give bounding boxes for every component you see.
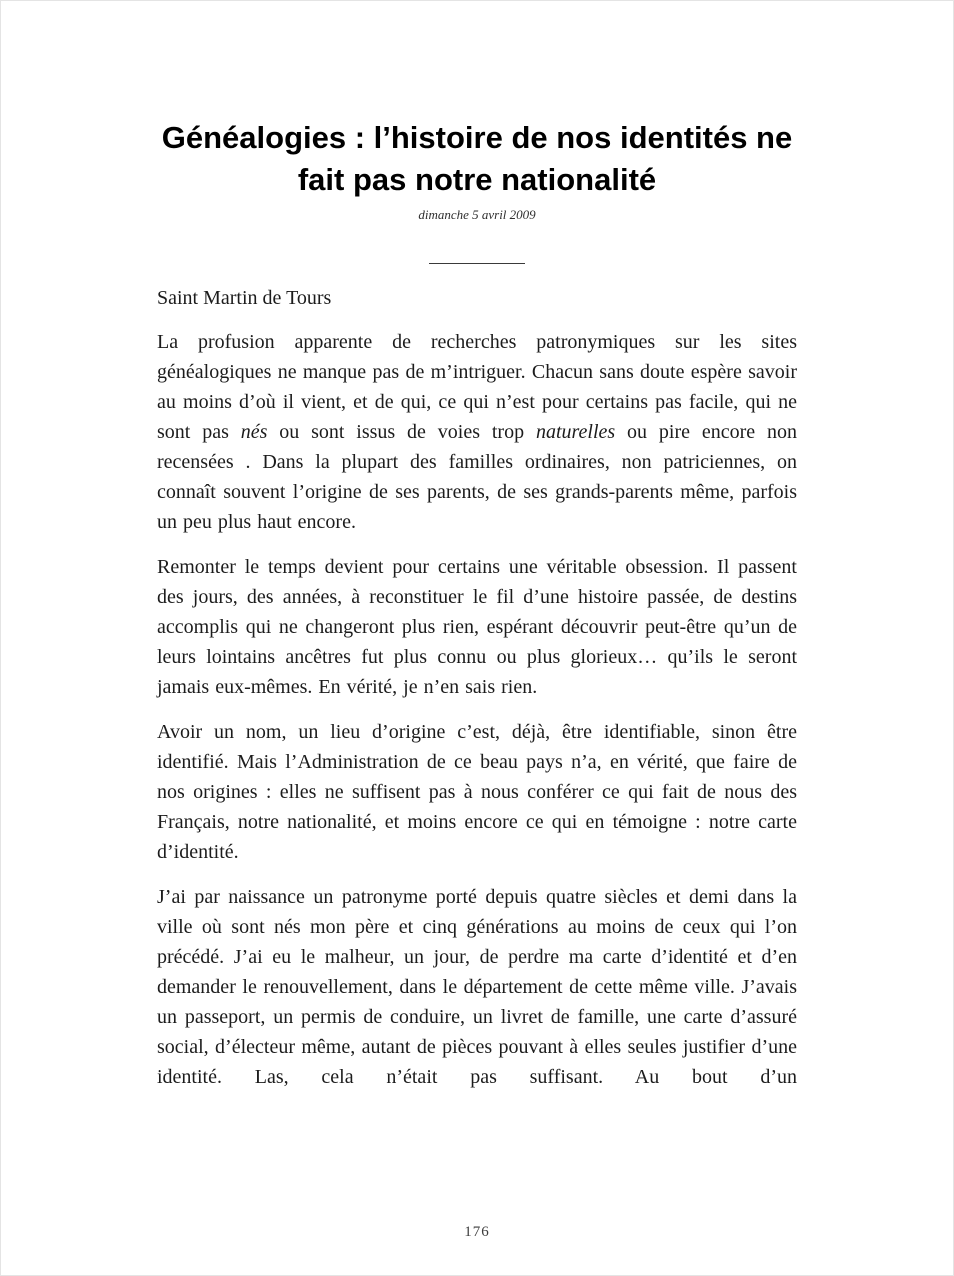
post-date: dimanche 5 avril 2009	[418, 207, 536, 223]
section-divider	[429, 263, 525, 264]
paragraph-1-segment: La profusion apparente de recherches patronymiques sur les sites généalogiques ne manque pas de m’intriguer. Chacun sans doute espère savoir au moins d’où il vient, et de qui, ce qui n’est pour certains pas facile, qui ne sont pas	[157, 331, 797, 444]
page-footer	[1, 1223, 953, 1241]
paragraph-4: J’ai par naissance un patronyme porté depuis quatre siècles et demi dans la ville où sont nés mon père et cinq générations au moins de ceux qui l’on précédé. J’ai eu le malheur, un jour, de perdre ma carte d’identité et d’en demander le renouvellement, dans le département de cette même ville. J’avais un passeport, un permis de conduire, un livret de famille, une carte d’assuré social, d’électeur même, autant de pièces pouvant à elles seules justifier d’une identité. Las, cela n’était pas suffisant. Au bout d’un	[157, 886, 797, 1089]
document-header	[1, 1, 953, 264]
document-body	[157, 284, 797, 1092]
paragraph-1-segment: ou sont issus de voies trop	[267, 421, 536, 444]
page-number: 176	[464, 1224, 490, 1240]
author-line: Saint Martin de Tours	[157, 287, 332, 310]
paragraph-1	[157, 327, 797, 537]
paragraph-1-italic-naturelles: naturelles	[535, 421, 616, 444]
paragraph-1-segment: ou pire encore non recensées . Dans la plupart des familles ordinaires, non patriciennes, on connaît souvent l’origine de ses parents, de ses grands-parents même, parfois un peu plus haut encore.	[157, 421, 798, 534]
paragraph-3: Avoir un nom, un lieu d’origine c’est, déjà, être identifiable, sinon être identifié. Mais l’Administration de ce beau pays n’a, en vérité, que faire de nos origines : elles ne suffisent pas à nous conférer ce qui fait de nous des Français, notre nationalité, et moins encore ce qui en témoigne : notre carte d’identité.	[157, 721, 797, 864]
paragraph-1-italic-nes: nés	[240, 421, 268, 444]
paragraph-2: Remonter le temps devient pour certains une véritable obsession. Il passent des jours, des années, à reconstituer le fil d’une histoire passée, de destins accomplis qui ne changeront plus rien, espérant découvrir peut-être qu’un de leurs lointains ancêtres fut plus connu ou plus glorieux… qu’ils le seront jamais eux-mêmes. En vérité, je n’en sais rien.	[157, 556, 797, 699]
page-title: Généalogies : l’histoire de nos identités ne fait pas notre nationalité	[161, 120, 793, 198]
